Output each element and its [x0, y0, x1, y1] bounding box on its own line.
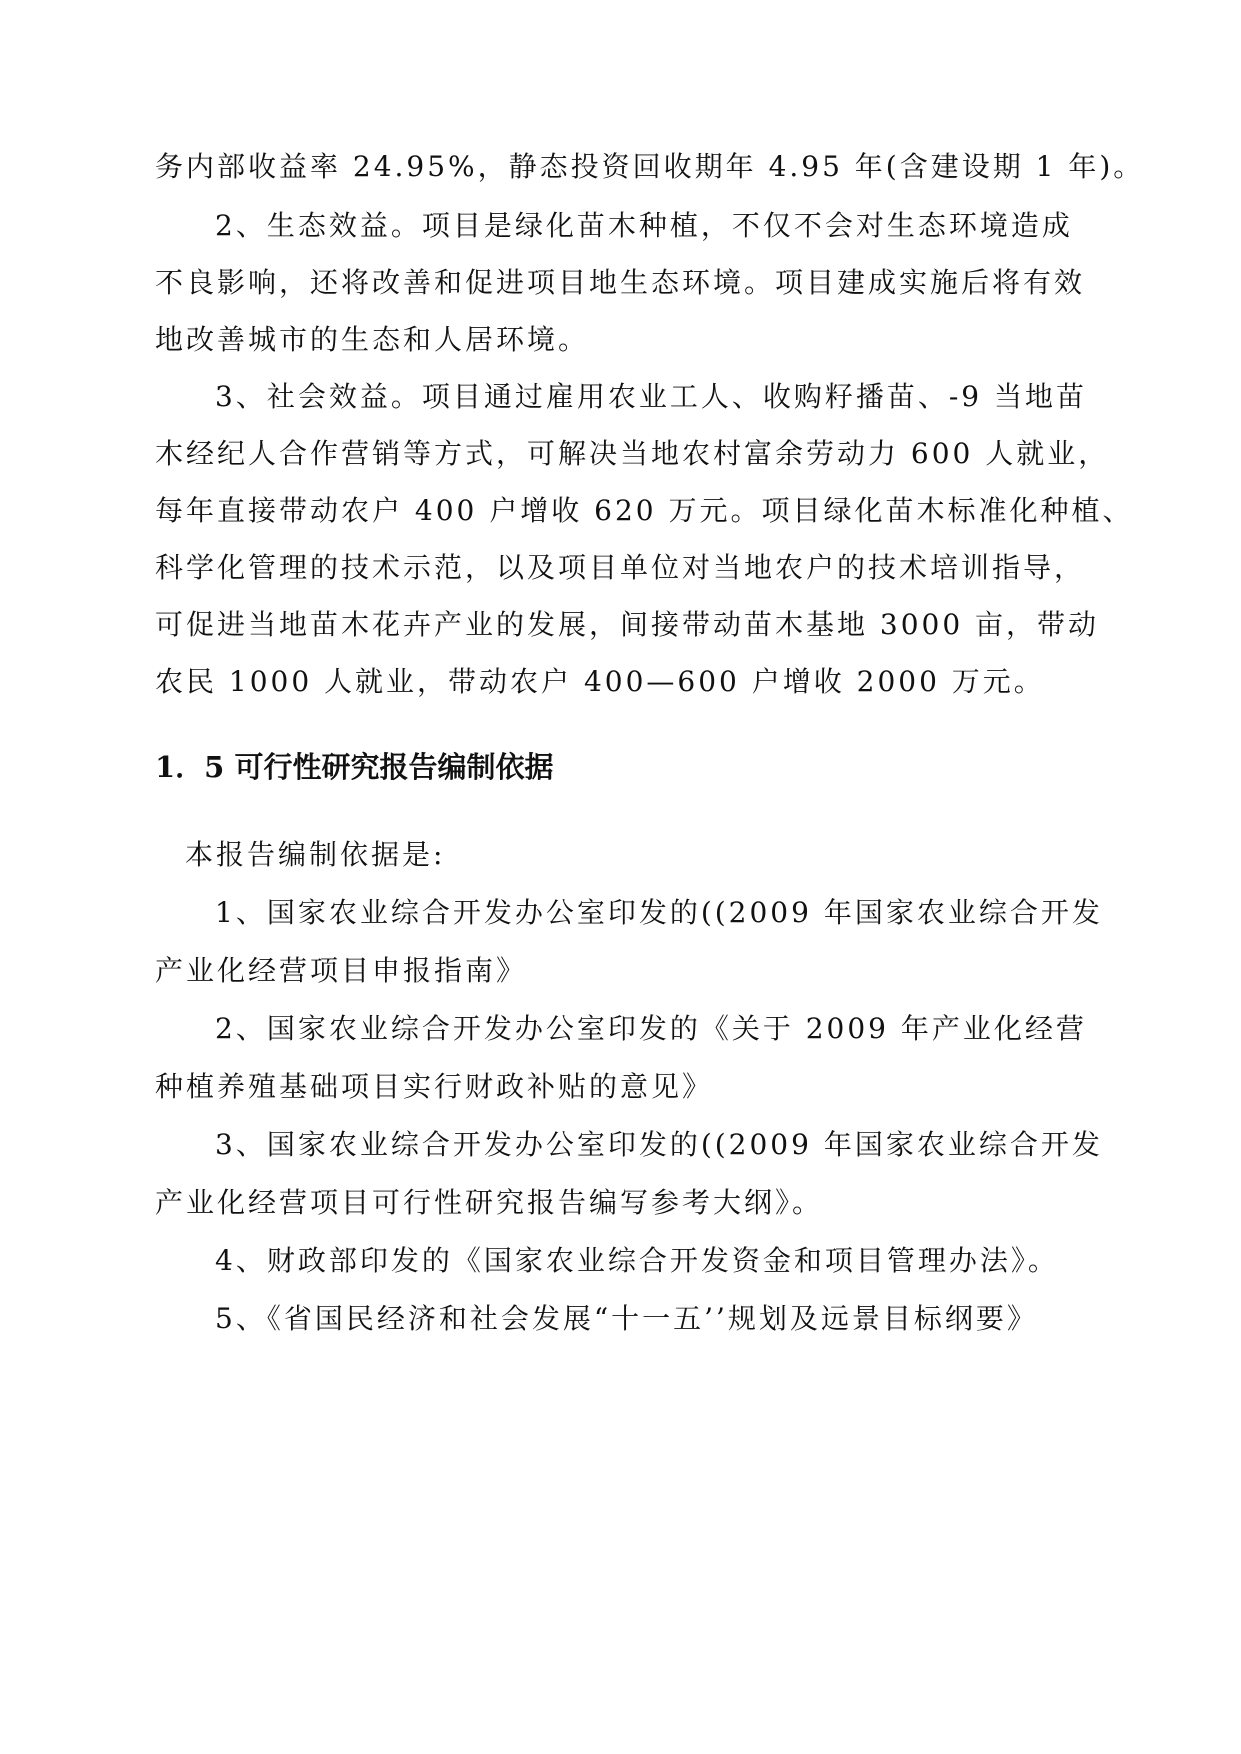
paragraph-line: 可促进当地苗木花卉产业的发展，间接带动苗木基地 3000 亩，带动 — [155, 608, 1100, 641]
paragraph-line: 2、生态效益。项目是绿化苗木种植，不仅不会对生态环境造成 — [215, 209, 1073, 242]
list-item-line: 产业化经营项目申报指南》 — [155, 954, 528, 987]
list-item-line: 1、国家农业综合开发办公室印发的((2009 年国家农业综合开发 — [215, 896, 1103, 929]
paragraph-line: 3、社会效益。项目通过雇用农业工人、收购籽播苗、-9 当地苗 — [215, 380, 1087, 413]
list-item-line: 5、《省国民经济和社会发展“十一五’’规划及远景目标纲要》 — [215, 1302, 1038, 1335]
list-item-line: 2、国家农业综合开发办公室印发的《关于 2009 年产业化经营 — [215, 1012, 1087, 1045]
paragraph-line: 每年直接带动农户 400 户增收 620 万元。项目绿化苗木标准化种植、 — [155, 494, 1134, 527]
paragraph-line: 务内部收益率 24.95%，静态投资回收期年 4.95 年(含建设期 1 年)。 — [155, 150, 1145, 183]
paragraph-line: 不良影响，还将改善和促进项目地生态环境。项目建成实施后将有效 — [155, 266, 1086, 299]
paragraph-line: 地改善城市的生态和人居环境。 — [155, 323, 590, 356]
list-item-line: 3、国家农业综合开发办公室印发的((2009 年国家农业综合开发 — [215, 1128, 1103, 1161]
paragraph-line: 农民 1000 人就业，带动农户 400—600 户增收 2000 万元。 — [155, 665, 1045, 698]
section-intro: 本报告编制依据是: — [185, 838, 446, 871]
list-item-line: 产业化经营项目可行性研究报告编写参考大纲》。 — [155, 1186, 824, 1219]
list-item-line: 4、财政部印发的《国家农业综合开发资金和项目管理办法》。 — [215, 1244, 1059, 1277]
paragraph-line: 木经纪人合作营销等方式，可解决当地农村富余劳动力 600 人就业， — [155, 437, 1110, 470]
section-heading: 1．5 可行性研究报告编制依据 — [155, 750, 554, 784]
list-item-line: 种植养殖基础项目实行财政补贴的意见》 — [155, 1070, 714, 1103]
paragraph-line: 科学化管理的技术示范，以及项目单位对当地农户的技术培训指导， — [155, 551, 1086, 584]
